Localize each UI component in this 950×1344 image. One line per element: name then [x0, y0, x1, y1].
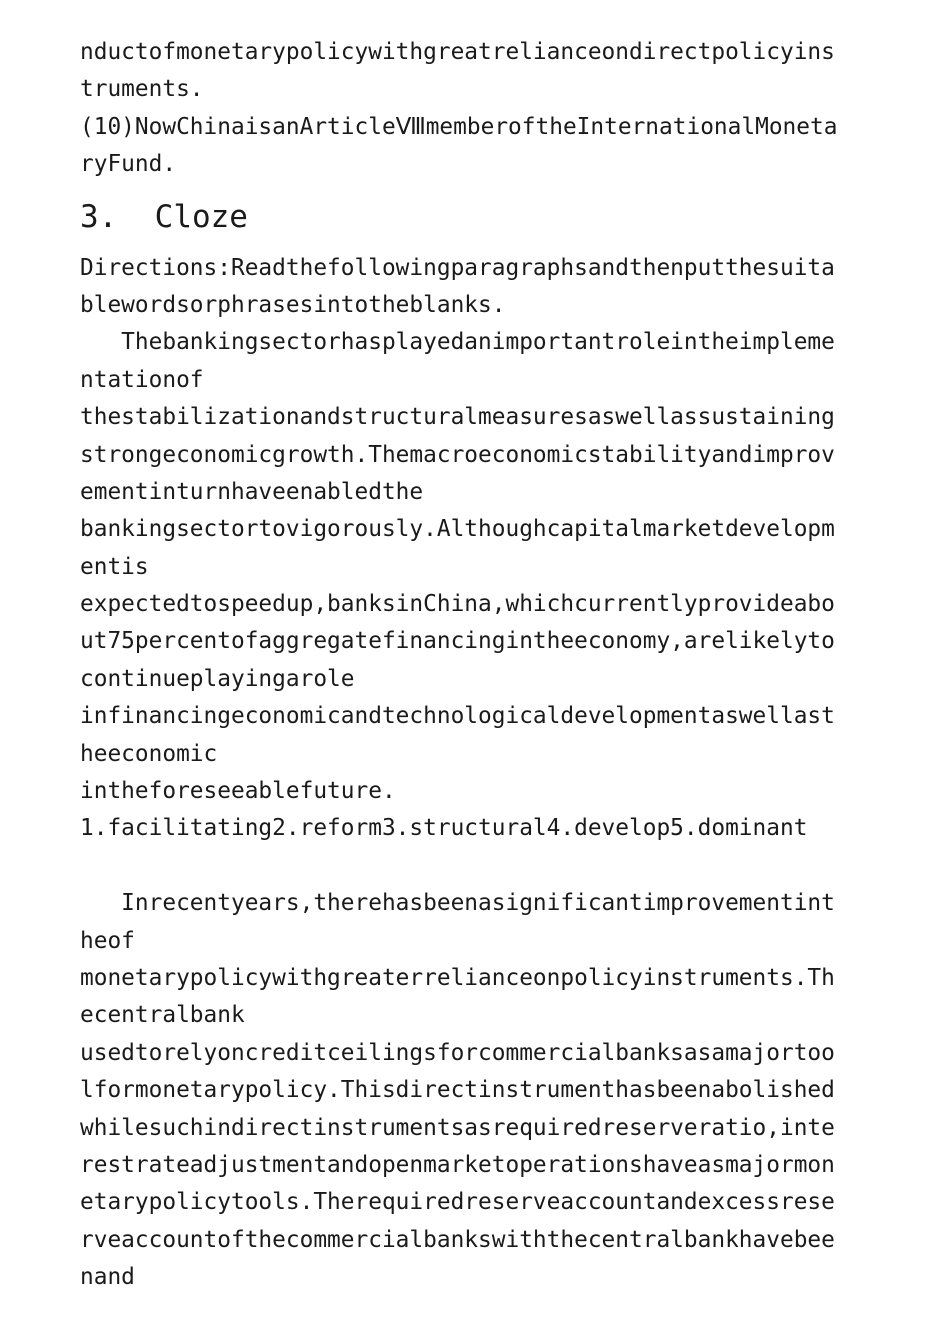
- text-line: ecentralbank: [80, 1002, 245, 1029]
- word-bank: 1.facilitating2.reform3.structural4.develop5.dominant: [80, 815, 808, 842]
- text-line: Thebankingsectorhasplayedanimportantroleintheimpleme: [80, 329, 835, 356]
- text-line: expectedtospeedup,banksinChina,whichcurrentlyprovideabo: [80, 591, 835, 618]
- text-line: infinancingeconomicandtechnologicaldevelopmentaswellast: [80, 703, 835, 730]
- text-line: restrateadjustmentandopenmarketoperationshaveasmajormon: [80, 1151, 835, 1178]
- text-line: etarypolicytools.Therequiredreserveaccountandexcessrese: [80, 1189, 835, 1216]
- cloze-paragraph-2: [80, 885, 880, 1296]
- text-line: usedtorelyoncreditceilingsforcommercialbanksasamajortoo: [80, 1039, 835, 1066]
- cloze-paragraph-1: [80, 250, 880, 848]
- text-line: whilesuchindirectinstrumentsasrequiredreserveratio,inte: [80, 1114, 835, 1141]
- text-line: entis: [80, 553, 149, 580]
- text-line: heeconomic: [80, 740, 218, 767]
- text-line: nand: [80, 1264, 135, 1291]
- text-line: blewordsorphrasesintotheblanks.: [80, 291, 506, 318]
- text-line: rveaccountofthecommercialbankswiththecentralbankhavebee: [80, 1226, 835, 1253]
- text-line: Inrecentyears,therehasbeenasignificantimprovementint: [80, 890, 835, 917]
- text-line: truments.: [80, 76, 204, 103]
- document-page: [80, 34, 880, 1297]
- paragraph-spacer: [80, 848, 880, 885]
- text-line: continueplayingarole: [80, 665, 355, 692]
- text-line: lformonetarypolicy.Thisdirectinstrumenthasbeenabolished: [80, 1077, 835, 1104]
- text-line: nductofmonetarypolicywithgreatrelianceondirectpolicyins: [80, 39, 835, 65]
- text-line: (10)NowChinaisanArticleⅧmemberoftheInternationalMoneta: [80, 113, 838, 140]
- text-line: monetarypolicywithgreaterrelianceonpolicyinstruments.Th: [80, 964, 835, 991]
- text-line: ementinturnhaveenabledthe: [80, 478, 424, 505]
- text-line: Directions:Readthefollowingparagraphsandthenputthesuita: [80, 254, 835, 281]
- text-line: thestabilizationandstructuralmeasuresaswellassustaining: [80, 404, 835, 431]
- text-line: bankingsectortovigorously.Althoughcapitalmarketdevelopm: [80, 516, 835, 543]
- section-heading: 3. Cloze: [80, 198, 248, 235]
- text-line: ntationof: [80, 366, 204, 393]
- text-line: intheforeseeablefuture.: [80, 778, 396, 805]
- text-line: ut75percentofaggregatefinancingintheeconomy,arelikelyto: [80, 628, 835, 655]
- text-line: strongeconomicgrowth.Themacroeconomicstabilityandimprov: [80, 441, 835, 468]
- text-line: ryFund.: [80, 151, 177, 178]
- intro-block: [80, 34, 880, 184]
- text-line: heof: [80, 927, 135, 954]
